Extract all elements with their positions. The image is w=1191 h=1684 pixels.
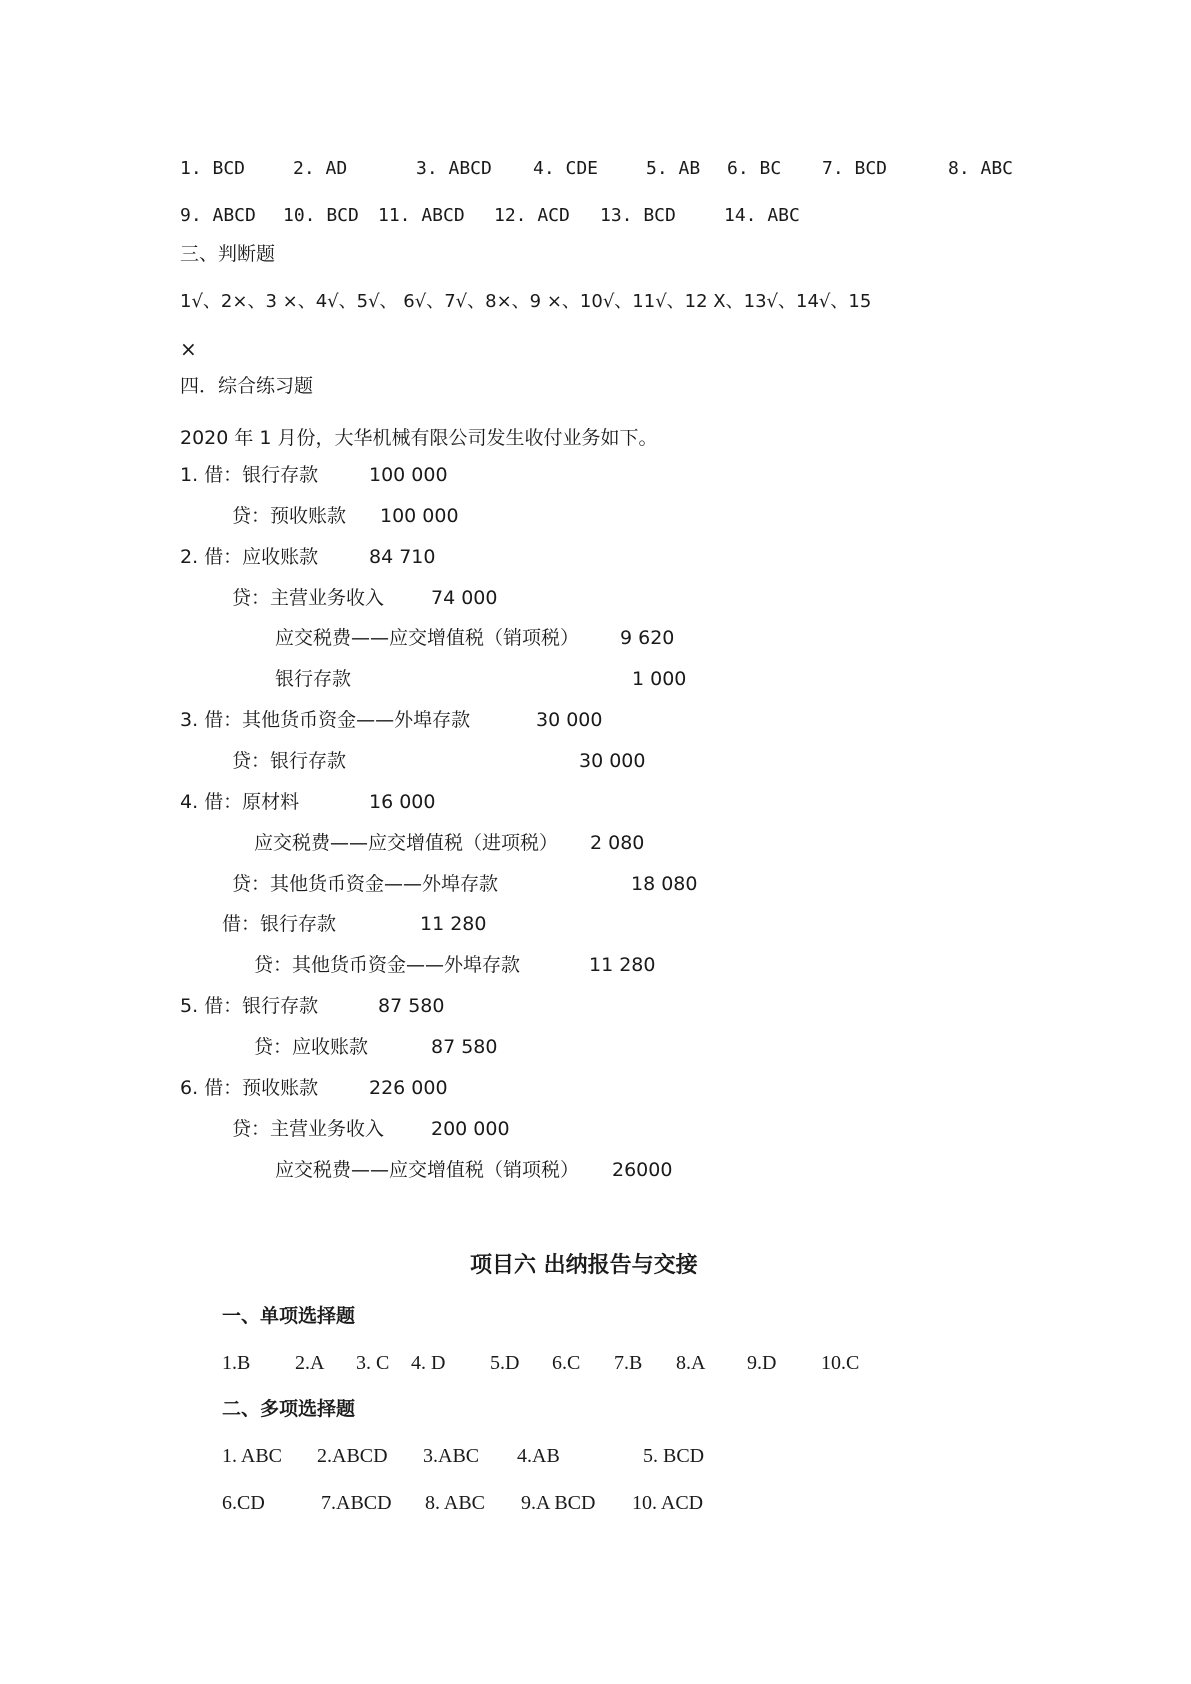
journal-entry-text: 2. 借：应收账款 — [180, 546, 319, 568]
answer-item: 2. AD — [293, 158, 348, 179]
journal-entry-amount: 18 080 — [631, 873, 698, 895]
journal-entry-text: 贷：应收账款 — [254, 1036, 369, 1058]
answer-item: 9.D — [747, 1352, 777, 1374]
journal-entry-text: 应交税费——应交增值税（进项税） — [254, 832, 559, 854]
answer-item: 1. BCD — [180, 158, 246, 179]
section-heading: 一、单项选择题 — [222, 1305, 356, 1327]
journal-entry-text: 贷：预收账款 — [232, 505, 347, 527]
journal-entry-amount: 9 620 — [620, 627, 675, 649]
answer-item: 10. BCD — [283, 205, 359, 226]
journal-entry-amount: 84 710 — [369, 546, 436, 568]
journal-entry-amount: 30 000 — [579, 750, 646, 772]
answer-item: 7.ABCD — [321, 1492, 392, 1514]
journal-entry-text: 贷：其他货币资金——外埠存款 — [254, 954, 521, 976]
project-title: 项目六 出纳报告与交接 — [470, 1253, 698, 1278]
answer-item: 4. D — [411, 1352, 446, 1374]
journal-entry-text: 银行存款 — [275, 668, 352, 690]
answer-item: 3. ABCD — [416, 158, 492, 179]
judgment-answers-cont: × — [180, 337, 197, 361]
answer-item: 5.D — [490, 1352, 520, 1374]
judgment-answers: 1√、2×、3 ×、4√、5√、 6√、7√、8×、9 ×、10√、11√、12 X、13√、14√、15 — [180, 291, 872, 312]
journal-entry-amount: 100 000 — [380, 505, 459, 527]
answer-item: 12. ACD — [494, 205, 570, 226]
journal-entry-text: 6. 借：预收账款 — [180, 1077, 319, 1099]
answer-item: 9. ABCD — [180, 205, 256, 226]
journal-entry-text: 借：银行存款 — [222, 913, 337, 935]
journal-entry-text: 应交税费——应交增值税（销项税） — [275, 1159, 580, 1181]
journal-entry-amount: 11 280 — [589, 954, 656, 976]
journal-entry-text: 贷：主营业务收入 — [232, 587, 385, 609]
answer-item: 14. ABC — [724, 205, 800, 226]
answer-item: 3.ABC — [423, 1445, 480, 1467]
journal-entry-text: 贷：银行存款 — [232, 750, 347, 772]
answer-item: 13. BCD — [600, 205, 676, 226]
answer-item: 1. ABC — [222, 1445, 283, 1467]
answer-item: 8. ABC — [425, 1492, 486, 1514]
journal-entry-text: 1. 借：银行存款 — [180, 464, 319, 486]
answer-item: 11. ABCD — [378, 205, 465, 226]
journal-entry-amount: 1 000 — [632, 668, 687, 690]
section-heading: 三、判断题 — [180, 243, 276, 265]
journal-entry-amount: 100 000 — [369, 464, 448, 486]
section-heading: 二、多项选择题 — [222, 1398, 356, 1420]
journal-entry-text: 4. 借：原材料 — [180, 791, 300, 813]
journal-entry-amount: 226 000 — [369, 1077, 448, 1099]
journal-entry-amount: 30 000 — [536, 709, 603, 731]
answer-item: 6. BC — [727, 158, 782, 179]
answer-item: 2.A — [295, 1352, 325, 1374]
journal-entry-text: 5. 借：银行存款 — [180, 995, 319, 1017]
exercise-intro: 2020 年 1 月份，大华机械有限公司发生收付业务如下。 — [180, 427, 658, 449]
journal-entry-amount: 87 580 — [431, 1036, 498, 1058]
journal-entry-amount: 74 000 — [431, 587, 498, 609]
answer-item: 3. C — [356, 1352, 390, 1374]
journal-entry-text: 贷：其他货币资金——外埠存款 — [232, 873, 499, 895]
journal-entry-amount: 2 080 — [590, 832, 645, 854]
answer-item: 10.C — [821, 1352, 860, 1374]
answer-item: 5. AB — [646, 158, 701, 179]
answer-item: 8.A — [676, 1352, 706, 1374]
answer-item: 9.A BCD — [521, 1492, 596, 1514]
answer-item: 2.ABCD — [317, 1445, 388, 1467]
answer-item: 8. ABC — [948, 158, 1014, 179]
answer-item: 5. BCD — [643, 1445, 705, 1467]
answer-item: 7. BCD — [822, 158, 888, 179]
journal-entry-text: 应交税费——应交增值税（销项税） — [275, 627, 580, 649]
journal-entry-amount: 11 280 — [420, 913, 487, 935]
journal-entry-text: 3. 借：其他货币资金——外埠存款 — [180, 709, 471, 731]
section-heading: 四．综合练习题 — [180, 375, 314, 397]
journal-entry-amount: 16 000 — [369, 791, 436, 813]
journal-entry-amount: 87 580 — [378, 995, 445, 1017]
answer-item: 4. CDE — [533, 158, 599, 179]
answer-item: 4.AB — [517, 1445, 560, 1467]
journal-entry-amount: 26000 — [612, 1159, 673, 1181]
answer-item: 1.B — [222, 1352, 251, 1374]
journal-entry-text: 贷：主营业务收入 — [232, 1118, 385, 1140]
answer-item: 6.CD — [222, 1492, 265, 1514]
answer-item: 6.C — [552, 1352, 581, 1374]
journal-entry-amount: 200 000 — [431, 1118, 510, 1140]
answer-item: 7.B — [614, 1352, 643, 1374]
answer-item: 10. ACD — [632, 1492, 704, 1514]
